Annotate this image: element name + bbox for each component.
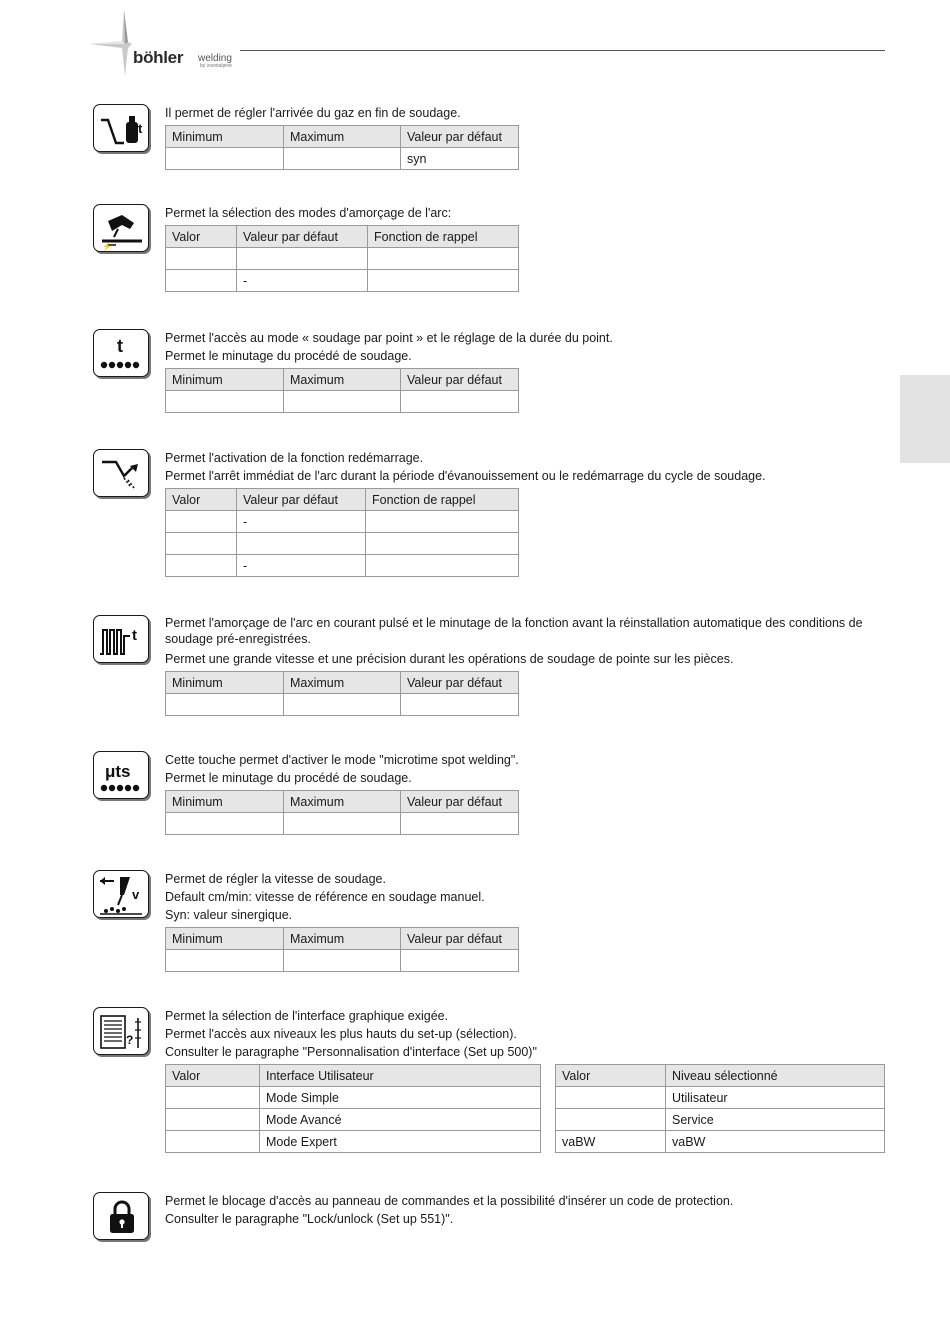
- table-cell: [366, 555, 519, 577]
- table-cell: [401, 391, 519, 413]
- table-header: Niveau sélectionné: [666, 1065, 885, 1087]
- table-header: Valeur par défaut: [401, 791, 519, 813]
- table-cell: [166, 555, 237, 577]
- description-line: Permet le minutage du procédé de soudage.: [165, 349, 412, 363]
- table-header: Valor: [166, 489, 237, 511]
- table-cell: [166, 813, 284, 835]
- table-header: Valeur par défaut: [401, 928, 519, 950]
- description-line: Il permet de régler l'arrivée du gaz en fin de soudage.: [165, 106, 461, 120]
- table-row: [166, 511, 519, 533]
- spot-welding-timer-icon[interactable]: [93, 329, 149, 377]
- table-header: Valeur par défaut: [401, 672, 519, 694]
- parameter-table: [165, 225, 519, 292]
- parameter-table: [165, 790, 519, 835]
- table-cell: [166, 1109, 260, 1131]
- table-cell: [401, 694, 519, 716]
- table-cell: [368, 248, 519, 270]
- table-header: Maximum: [284, 928, 401, 950]
- description-line: Consulter le paragraphe "Personnalisation d'interface (Set up 500)": [165, 1045, 537, 1059]
- table-row: [166, 391, 519, 413]
- table-header: Minimum: [166, 369, 284, 391]
- description-line: Consulter le paragraphe "Lock/unlock (Set up 551)".: [165, 1212, 454, 1226]
- table-cell: [284, 148, 401, 170]
- table-cell: [284, 391, 401, 413]
- table-cell: [556, 1109, 666, 1131]
- table-cell: -: [237, 270, 368, 292]
- table-cell: Mode Simple: [260, 1087, 541, 1109]
- logo-welding: welding: [198, 53, 232, 64]
- table-cell: -: [237, 511, 366, 533]
- description-line: Permet l'accès au mode « soudage par point » et le réglage de la durée du point.: [165, 331, 613, 345]
- table-header: Valor: [166, 1065, 260, 1087]
- table-cell: [401, 813, 519, 835]
- table-header: Maximum: [284, 126, 401, 148]
- table-cell: [237, 533, 366, 555]
- table-cell: [166, 248, 237, 270]
- description-line: Default cm/min: vitesse de référence en soudage manuel.: [165, 890, 485, 904]
- microtime-icon-label: μts: [105, 762, 131, 781]
- table-header: Valeur par défaut: [237, 226, 368, 248]
- description-line: Permet l'accès aux niveaux les plus hauts du set-up (sélection).: [165, 1027, 517, 1041]
- padlock-icon[interactable]: [93, 1192, 149, 1240]
- table-cell: [368, 270, 519, 292]
- table-cell: [166, 1131, 260, 1153]
- side-tab: [900, 375, 950, 463]
- description-line: Syn: valeur sinergique.: [165, 908, 293, 922]
- table-cell: [284, 694, 401, 716]
- table-row: [166, 555, 519, 577]
- table-cell: [166, 391, 284, 413]
- table-header: Minimum: [166, 791, 284, 813]
- table-cell: [366, 511, 519, 533]
- interface-setup-icon[interactable]: [93, 1007, 149, 1055]
- table-cell: [284, 813, 401, 835]
- description-line: Permet le blocage d'accès au panneau de commandes et la possibilité d'insérer un code de protection.: [165, 1194, 734, 1208]
- table-cell: vaBW: [666, 1131, 885, 1153]
- description-line: Permet le minutage du procédé de soudage.: [165, 771, 412, 785]
- table-cell: [366, 533, 519, 555]
- description-line: Cette touche permet d'activer le mode "microtime spot welding".: [165, 753, 519, 767]
- table-header: Minimum: [166, 672, 284, 694]
- table-header: Valor: [166, 226, 237, 248]
- table-cell: syn: [401, 148, 519, 170]
- table-header: Valor: [556, 1065, 666, 1087]
- table-row: [166, 1109, 541, 1131]
- description-line: Permet la sélection des modes d'amorçage de l'arc:: [165, 206, 452, 220]
- table-cell: [166, 533, 237, 555]
- table-row: [166, 270, 519, 292]
- table-row: [166, 694, 519, 716]
- description-line: Permet l'amorçage de l'arc en courant pulsé et le minutage de la fonction avant la réinstallation automatique des conditions de soudage pré-enregistrées.: [165, 616, 863, 646]
- table-header: Minimum: [166, 928, 284, 950]
- level-table: [555, 1064, 885, 1153]
- header-rule: [240, 50, 885, 51]
- table-row: [166, 1087, 541, 1109]
- parameter-table: [165, 368, 519, 413]
- table-cell: [166, 694, 284, 716]
- description-line: Permet la sélection de l'interface graphique exigée.: [165, 1009, 449, 1023]
- table-header: Fonction de rappel: [366, 489, 519, 511]
- table-cell: [166, 511, 237, 533]
- table-cell: Utilisateur: [666, 1087, 885, 1109]
- description-line: Permet l'arrêt immédiat de l'arc durant la période d'évanouissement ou le redémarrage du cycle de soudage.: [165, 469, 766, 483]
- table-header: Valeur par défaut: [401, 126, 519, 148]
- logo-byline: by voestalpine: [200, 63, 232, 69]
- logo-wordmark: böhler: [133, 48, 184, 67]
- table-cell: Service: [666, 1109, 885, 1131]
- table-header: Minimum: [166, 126, 284, 148]
- table-header: Maximum: [284, 791, 401, 813]
- description-line: Permet de régler la vitesse de soudage.: [165, 872, 386, 886]
- table-row: [556, 1109, 885, 1131]
- table-cell: Mode Avancé: [260, 1109, 541, 1131]
- table-header: Interface Utilisateur: [260, 1065, 541, 1087]
- pulsed-striking-icon[interactable]: [93, 615, 149, 663]
- restart-arc-icon[interactable]: [93, 449, 149, 497]
- table-cell: [556, 1087, 666, 1109]
- table-row: [556, 1131, 885, 1153]
- arc-striking-torch-icon[interactable]: [93, 204, 149, 252]
- table-row: [166, 148, 519, 170]
- table-cell: [401, 950, 519, 972]
- gas-post-flow-icon[interactable]: [93, 104, 149, 152]
- svg-text:t: t: [132, 627, 137, 644]
- table-row: [166, 533, 519, 555]
- interface-table: [165, 1064, 541, 1153]
- parameter-table: [165, 125, 519, 170]
- table-row: [166, 950, 519, 972]
- table-cell: Mode Expert: [260, 1131, 541, 1153]
- parameter-table: [165, 927, 519, 972]
- table-cell: vaBW: [556, 1131, 666, 1153]
- table-cell: [166, 950, 284, 972]
- table-cell: [166, 270, 237, 292]
- svg-text:?: ?: [126, 1033, 134, 1047]
- svg-text:t: t: [138, 121, 143, 136]
- table-row: [166, 813, 519, 835]
- parameter-table: [165, 671, 519, 716]
- table-header: Valeur par défaut: [237, 489, 366, 511]
- table-cell: [284, 950, 401, 972]
- table-header: Valeur par défaut: [401, 369, 519, 391]
- table-row: [556, 1087, 885, 1109]
- table-header: Maximum: [284, 672, 401, 694]
- svg-text:t: t: [117, 336, 123, 356]
- microtime-spot-icon[interactable]: [93, 751, 149, 799]
- description-line: Permet une grande vitesse et une précision durant les opérations de soudage de pointe sur les pièces.: [165, 652, 734, 666]
- description-line: Permet l'activation de la fonction redémarrage.: [165, 451, 424, 465]
- table-row: [166, 1131, 541, 1153]
- table-header: Maximum: [284, 369, 401, 391]
- svg-text:v: v: [132, 887, 140, 902]
- table-cell: [166, 1087, 260, 1109]
- table-cell: -: [237, 555, 366, 577]
- welding-speed-icon[interactable]: [93, 870, 149, 918]
- parameter-table: [165, 488, 519, 577]
- svg-text:⚡: ⚡: [102, 242, 112, 251]
- table-header: Fonction de rappel: [368, 226, 519, 248]
- table-row: [166, 248, 519, 270]
- table-cell: [237, 248, 368, 270]
- table-cell: [166, 148, 284, 170]
